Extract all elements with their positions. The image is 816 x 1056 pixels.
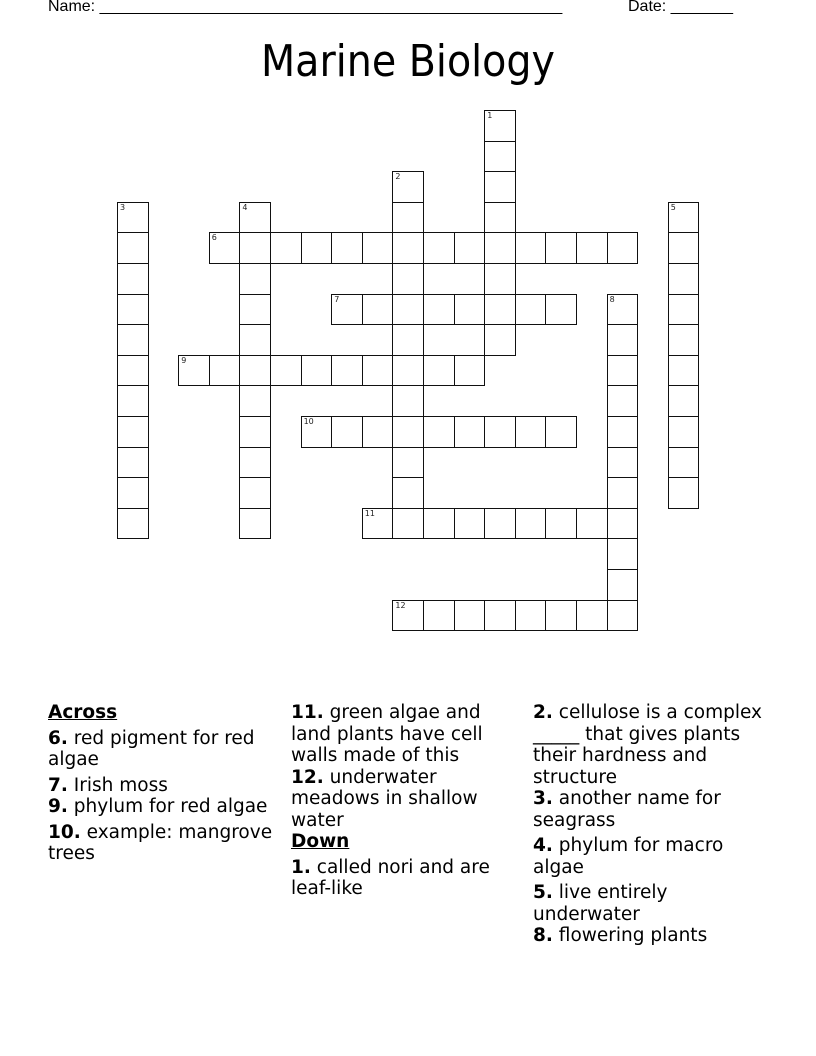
crossword-cell[interactable]: [484, 416, 516, 448]
crossword-cell[interactable]: [423, 508, 455, 540]
crossword-cell[interactable]: [331, 232, 363, 264]
crossword-cell[interactable]: [576, 508, 608, 540]
clue-number: 12.: [291, 766, 324, 788]
crossword-cell[interactable]: [668, 477, 700, 509]
crossword-cell[interactable]: [117, 324, 149, 356]
crossword-cell[interactable]: [392, 294, 424, 326]
clue-text: Irish moss: [67, 774, 168, 796]
crossword-cell[interactable]: [545, 232, 577, 264]
clue-number: 6.: [48, 727, 68, 749]
crossword-cell[interactable]: [362, 508, 394, 540]
clue-across-9: [48, 796, 283, 818]
crossword-cell[interactable]: [117, 355, 149, 387]
crossword-cell[interactable]: [668, 232, 700, 264]
cell-number: 1: [487, 111, 493, 120]
crossword-cell[interactable]: [423, 232, 455, 264]
cell-number: 11: [364, 508, 375, 518]
crossword-cell[interactable]: [515, 600, 547, 632]
crossword-cell[interactable]: [576, 232, 608, 264]
crossword-cell[interactable]: [668, 355, 700, 387]
crossword-cell[interactable]: [392, 385, 424, 417]
crossword-cell[interactable]: [545, 508, 577, 540]
cell-number: 12: [395, 600, 406, 610]
crossword-cell[interactable]: [454, 508, 486, 540]
crossword-cell[interactable]: [392, 508, 424, 540]
crossword-cell[interactable]: [484, 600, 516, 632]
clue-number: 2.: [533, 702, 553, 723]
crossword-cell[interactable]: [668, 324, 700, 356]
crossword-cell[interactable]: [668, 263, 700, 295]
crossword-cell[interactable]: [515, 232, 547, 264]
crossword-cell[interactable]: [270, 232, 302, 264]
cell-number: 6: [211, 233, 217, 243]
crossword-cell[interactable]: [423, 294, 455, 326]
crossword-cell[interactable]: [392, 355, 424, 387]
crossword-cell[interactable]: [423, 600, 455, 632]
crossword-cell[interactable]: [484, 508, 516, 540]
crossword-cell[interactable]: [454, 416, 486, 448]
clue-down-8: [533, 925, 773, 947]
crossword-cell[interactable]: [117, 385, 149, 417]
clue-number: 4.: [533, 835, 553, 856]
clue-number: 5.: [533, 882, 553, 903]
crossword-cell[interactable]: [362, 416, 394, 448]
crossword-cell[interactable]: [423, 416, 455, 448]
crossword-cell[interactable]: [545, 294, 577, 326]
crossword-cell[interactable]: [117, 202, 149, 234]
crossword-cell[interactable]: [239, 202, 271, 234]
crossword-cell[interactable]: [239, 477, 271, 509]
crossword-cell[interactable]: [607, 294, 639, 326]
crossword-cell[interactable]: [239, 355, 271, 387]
clue-text: example: mangrove trees: [48, 821, 273, 864]
clues-column-3: [533, 702, 773, 951]
across-heading: Across: [48, 702, 118, 723]
crossword-cell[interactable]: [362, 355, 394, 387]
crossword-cell[interactable]: [484, 202, 516, 234]
crossword-cell[interactable]: [301, 355, 333, 387]
crossword-cell[interactable]: [545, 600, 577, 632]
crossword-cell[interactable]: [301, 416, 333, 448]
crossword-cell[interactable]: [576, 600, 608, 632]
clue-across-10: [48, 822, 283, 865]
cell-number: 3: [120, 202, 126, 212]
date-field-label[interactable]: Date: _______: [628, 0, 733, 15]
crossword-cell[interactable]: [607, 600, 639, 632]
crossword-cell[interactable]: [668, 202, 700, 234]
crossword-cell[interactable]: [117, 477, 149, 509]
page-title: Marine Biology: [261, 36, 555, 87]
clue-text: green algae and land plants have cell walls made of this: [291, 702, 483, 766]
clue-text: flowering plants: [552, 925, 708, 946]
crossword-cell[interactable]: [607, 508, 639, 540]
clue-text: phylum for red algae: [67, 796, 268, 817]
crossword-cell[interactable]: [239, 294, 271, 326]
clue-number: 3.: [533, 788, 553, 809]
crossword-cell[interactable]: [484, 141, 516, 173]
crossword-cell[interactable]: [239, 324, 271, 356]
crossword-cell[interactable]: [484, 324, 516, 356]
clues-column-1: [48, 702, 283, 869]
clue-text: underwater meadows in shallow water: [291, 766, 478, 831]
crossword-cell[interactable]: [239, 447, 271, 479]
crossword-cell[interactable]: [668, 385, 700, 417]
crossword-cell[interactable]: [515, 416, 547, 448]
cell-number: 2: [395, 172, 401, 182]
clues-column-2: [291, 702, 526, 904]
crossword-cell[interactable]: [209, 232, 241, 264]
crossword-cell[interactable]: [239, 232, 271, 264]
clue-down-1: [291, 857, 526, 900]
crossword-cell[interactable]: [392, 416, 424, 448]
crossword-cell[interactable]: [239, 385, 271, 417]
name-field-label[interactable]: Name: ____________________________________________________: [48, 0, 563, 15]
cell-number: 9: [181, 355, 187, 365]
clue-number: 11.: [291, 702, 324, 723]
clue-down-2: [533, 702, 773, 788]
clue-text: phylum for macro algae: [533, 835, 724, 878]
crossword-cell[interactable]: [454, 355, 486, 387]
crossword-cell[interactable]: [484, 232, 516, 264]
clue-number: 8.: [533, 925, 553, 946]
cell-number: 5: [670, 202, 676, 212]
crossword-cell[interactable]: [117, 263, 149, 295]
crossword-cell[interactable]: [392, 263, 424, 295]
clue-text: live entirely underwater: [533, 882, 668, 925]
crossword-cell[interactable]: [607, 447, 639, 479]
down-heading: Down: [291, 831, 350, 852]
crossword-cell[interactable]: [239, 416, 271, 448]
crossword-cell[interactable]: [392, 447, 424, 479]
clue-number: 9.: [48, 796, 68, 817]
crossword-cell[interactable]: [454, 600, 486, 632]
crossword-cell[interactable]: [209, 355, 241, 387]
crossword-cell[interactable]: [668, 447, 700, 479]
clue-text: red pigment for red algae: [48, 727, 255, 770]
clue-down-4: [533, 835, 773, 878]
crossword-cell[interactable]: [515, 294, 547, 326]
crossword-cell[interactable]: [484, 294, 516, 326]
crossword-cell[interactable]: [362, 232, 394, 264]
clue-across-11: [291, 702, 526, 767]
clue-across-12: [291, 767, 526, 832]
crossword-cell[interactable]: [392, 232, 424, 264]
clue-number: 10.: [48, 821, 81, 843]
crossword-cell[interactable]: [454, 294, 486, 326]
crossword-cell[interactable]: [362, 294, 394, 326]
crossword-cell[interactable]: [668, 294, 700, 326]
clue-text: cellulose is a complex _____ that gives plants their hardness and structure: [533, 702, 762, 788]
crossword-cell[interactable]: [484, 171, 516, 203]
clue-down-3: [533, 788, 773, 831]
clue-text: another name for seagrass: [533, 788, 721, 831]
crossword-cell[interactable]: [392, 477, 424, 509]
crossword-cell[interactable]: [117, 294, 149, 326]
crossword-cell[interactable]: [117, 447, 149, 479]
crossword-cell[interactable]: [484, 263, 516, 295]
cell-number: 10: [303, 417, 314, 426]
clue-down-5: [533, 882, 773, 925]
crossword-cell[interactable]: [607, 569, 639, 601]
crossword-cell[interactable]: [607, 355, 639, 387]
clue-text: called nori and are leaf-like: [291, 856, 490, 899]
crossword-cell[interactable]: [423, 355, 455, 387]
crossword-cell[interactable]: [392, 202, 424, 234]
crossword-cell[interactable]: [607, 385, 639, 417]
crossword-cell[interactable]: [607, 538, 639, 570]
cell-number: 8: [609, 294, 615, 304]
crossword-cell[interactable]: [239, 508, 271, 540]
crossword-cell[interactable]: [331, 294, 363, 326]
crossword-cell[interactable]: [515, 508, 547, 540]
crossword-cell[interactable]: [607, 324, 639, 356]
crossword-cell[interactable]: [270, 355, 302, 387]
crossword-cell[interactable]: [392, 600, 424, 632]
crossword-cell[interactable]: [484, 110, 516, 142]
crossword-cell[interactable]: [545, 416, 577, 448]
crossword-cell[interactable]: [331, 355, 363, 387]
clue-across-6: [48, 728, 283, 771]
crossword-cell[interactable]: [454, 232, 486, 264]
crossword-cell[interactable]: [607, 416, 639, 448]
crossword-cell[interactable]: [331, 416, 363, 448]
clue-across-7: [48, 775, 283, 797]
crossword-cell[interactable]: [178, 355, 210, 387]
crossword-cell[interactable]: [607, 232, 639, 264]
crossword-cell[interactable]: [607, 477, 639, 509]
clue-number: 1.: [291, 856, 311, 878]
crossword-cell[interactable]: [239, 263, 271, 295]
cell-number: 7: [334, 294, 340, 304]
crossword-cell[interactable]: [301, 232, 333, 264]
crossword-cell[interactable]: [668, 416, 700, 448]
crossword-cell[interactable]: [117, 508, 149, 540]
cell-number: 4: [242, 202, 248, 212]
crossword-cell[interactable]: [117, 232, 149, 264]
crossword-cell[interactable]: [117, 416, 149, 448]
crossword-cell[interactable]: [392, 171, 424, 203]
clue-number: 7.: [48, 774, 68, 796]
crossword-cell[interactable]: [392, 324, 424, 356]
